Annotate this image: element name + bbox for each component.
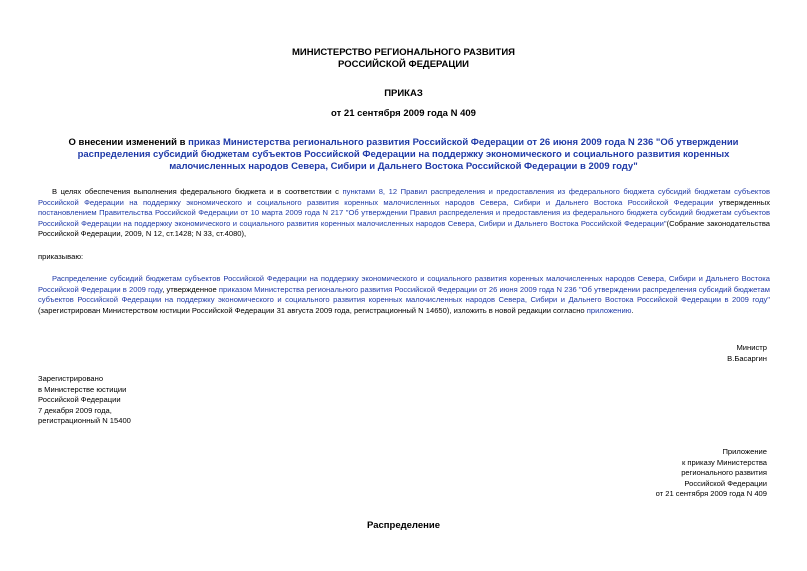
signature-block [727, 343, 767, 364]
appendix-line-3: регионального развития [681, 468, 767, 477]
ministry-header [0, 47, 807, 70]
registration-line-3: Российской Федерации [38, 395, 121, 404]
rules-link[interactable]: Правил распределения и предоставления из федерального бюджета субсидий бюджетам субъектов Российской Федерации на поддержку экономического и социального развития коренных малочисленных народов Севера, Сибири и Дальнего Востока Российской Федерации [38, 187, 770, 207]
government-decree-link[interactable]: постановлением Правительства Российской Федерации от 10 марта 2009 года N 217 "Об утверждении Правил распределения и предоставления из федерального бюджета субсидий бюджетам субъектов Российской Федерации на поддержку экономического и социального развития коренных малочисленных народов Севера, Сибири и Дальнего Востока Российской Федерации" [38, 208, 770, 228]
preamble-text-3: утвержденных [713, 197, 770, 207]
signature-name: В.Басаргин [727, 353, 767, 363]
distribution-heading: Распределение [367, 520, 440, 531]
appendix-line-5: от 21 сентября 2009 года N 409 [655, 489, 767, 498]
appendix-line-2: к приказу Министерства [681, 457, 767, 467]
points-8-12-link[interactable]: пунктами 8, 12 [342, 187, 398, 196]
preamble-text-1: В целях обеспечения выполнения федерального бюджета и в соответствии с [52, 187, 343, 196]
title-order-link[interactable]: приказ Министерства регионального развития Российской Федерации от 26 июня 2009 года N 236 "Об утверждении распределения субсидий бюджетам субъектов Российской Федерации на поддержку экономического и социального развития коренных малочисленных народов Севера, Сибири и Дальнего Востока Российской Федерации в 2009 году" [77, 137, 739, 172]
order-text-2: (зарегистрирован Министерством юстиции Российской Федерации 31 августа 2009 года, регистрационный N 14650), изложить в новой редакции согласно [38, 305, 587, 315]
registration-line-1: Зарегистрировано [38, 374, 104, 383]
preamble-paragraph [38, 187, 770, 240]
registration-line-5: регистрационный N 15400 [38, 416, 131, 425]
appendix-block [656, 447, 767, 500]
ministry-line-2: РОССИЙСКОЙ ФЕДЕРАЦИИ [337, 58, 469, 70]
document-date: от 21 сентября 2009 года N 409 [331, 108, 476, 119]
ministry-line-1: МИНИСТЕРСТВО РЕГИОНАЛЬНОГО РАЗВИТИЯ [292, 47, 515, 58]
order-word: приказываю: [38, 252, 84, 261]
signature-position: Министр [736, 343, 767, 352]
registration-line-2: в Министерстве юстиции [38, 384, 127, 394]
preamble-text-4: (Собрание законодательства Российской Федерации, 2009, N 12, ст.1428; N 33, ст.4080), [38, 218, 770, 238]
distribution-link[interactable]: Распределение субсидий бюджетам субъектов Российской Федерации на поддержку экономического и социального развития коренных малочисленных народов Севера, Сибири и Дальнего Востока Российской Федерации в 2009 году [38, 274, 770, 294]
appendix-line-4: Российской Федерации [684, 478, 767, 488]
appendix-link[interactable]: приложению [586, 305, 632, 315]
order-paragraph [38, 274, 770, 316]
order-236-link[interactable]: приказом Министерства регионального развития Российской Федерации от 26 июня 2009 года N 236 "Об утверждении распределения субсидий бюджетам субъектов Российской Федерации на поддержку экономического и социального развития коренных малочисленных народов Севера, Сибири и Дальнего Востока Российской Федерации в 2009 году" [38, 284, 770, 304]
registration-block [38, 374, 131, 427]
document-title [50, 137, 757, 173]
title-prefix: О внесении изменений в [68, 137, 189, 148]
order-text-3: . [631, 305, 634, 315]
document-type: ПРИКАЗ [384, 88, 423, 99]
appendix-line-1: Приложение [722, 447, 767, 456]
order-text-1: , утвержденное [162, 284, 219, 294]
registration-line-4: 7 декабря 2009 года, [38, 405, 112, 415]
